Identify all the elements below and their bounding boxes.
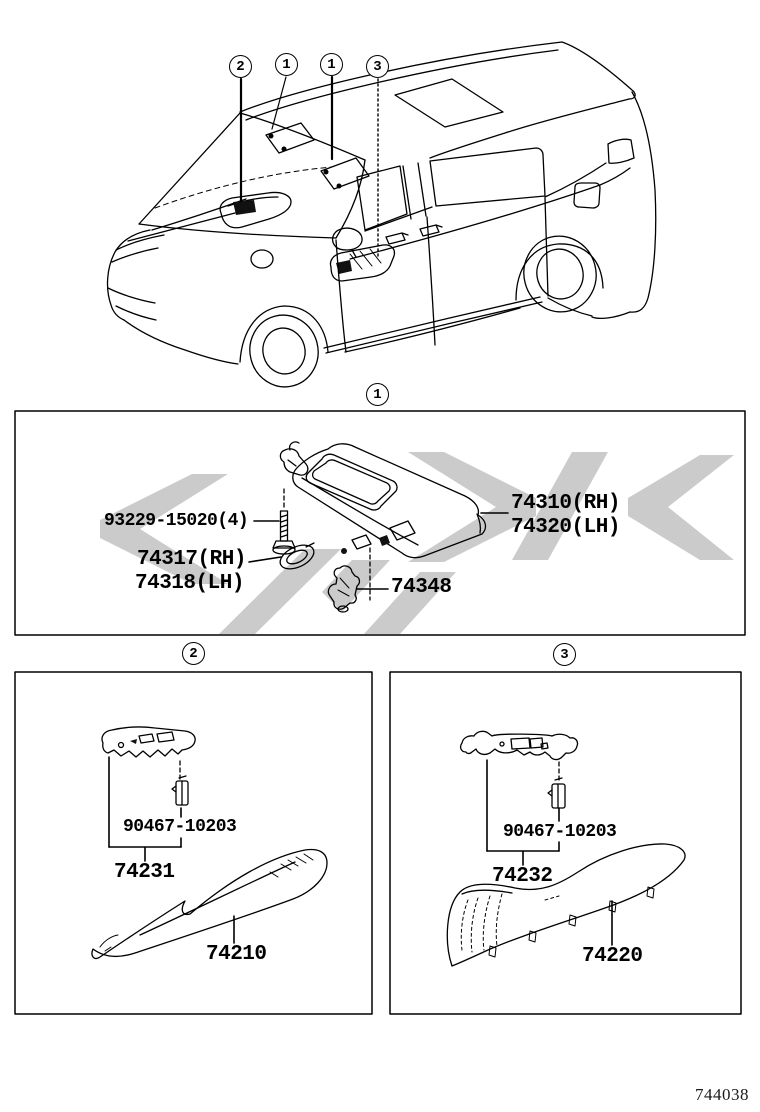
part-label-holder-lh: 74318(LH) [135,572,244,595]
callout-1b-top [320,53,343,76]
callout-1a-top-number: 1 [282,56,291,73]
part-label-front-armrest: 74210 [206,943,267,966]
part-label-front-clip: 90467-10203 [123,817,237,837]
callout-1-visor-box-number: 1 [373,386,382,403]
callout-3-rear-box [553,643,576,666]
callout-2-top [229,55,252,78]
part-label-visor-lh: 74320(LH) [511,516,620,539]
callout-3-top [366,55,389,78]
callout-1-visor-box [366,383,389,406]
callout-2-front-box [182,642,205,665]
callout-3-rear-box-number: 3 [560,646,569,663]
part-label-rear-armrest: 74220 [582,945,643,968]
callout-2-front-box-number: 2 [189,645,198,662]
front-armrest-detail-diagram [92,727,327,958]
vehicle-overview-diagram [108,42,656,395]
part-label-holder-rh: 74317(RH) [137,548,246,571]
part-label-visor-rh: 74310(RH) [511,492,620,515]
part-label-front-panel: 74231 [114,861,175,884]
watermark [100,452,734,634]
callout-1a-top [275,53,298,76]
callout-2-top-number: 2 [236,58,245,75]
rear-armrest-detail-diagram [447,731,685,966]
part-label-fastener: 93229-15020(4) [104,511,249,531]
diagram-number: 744038 [695,1085,749,1104]
callout-1b-top-number: 1 [327,56,336,73]
part-label-rear-clip: 90467-10203 [503,822,617,842]
part-label-hook: 74348 [391,576,452,599]
callout-3-top-number: 3 [373,58,382,75]
part-label-rear-panel: 74232 [492,865,553,888]
